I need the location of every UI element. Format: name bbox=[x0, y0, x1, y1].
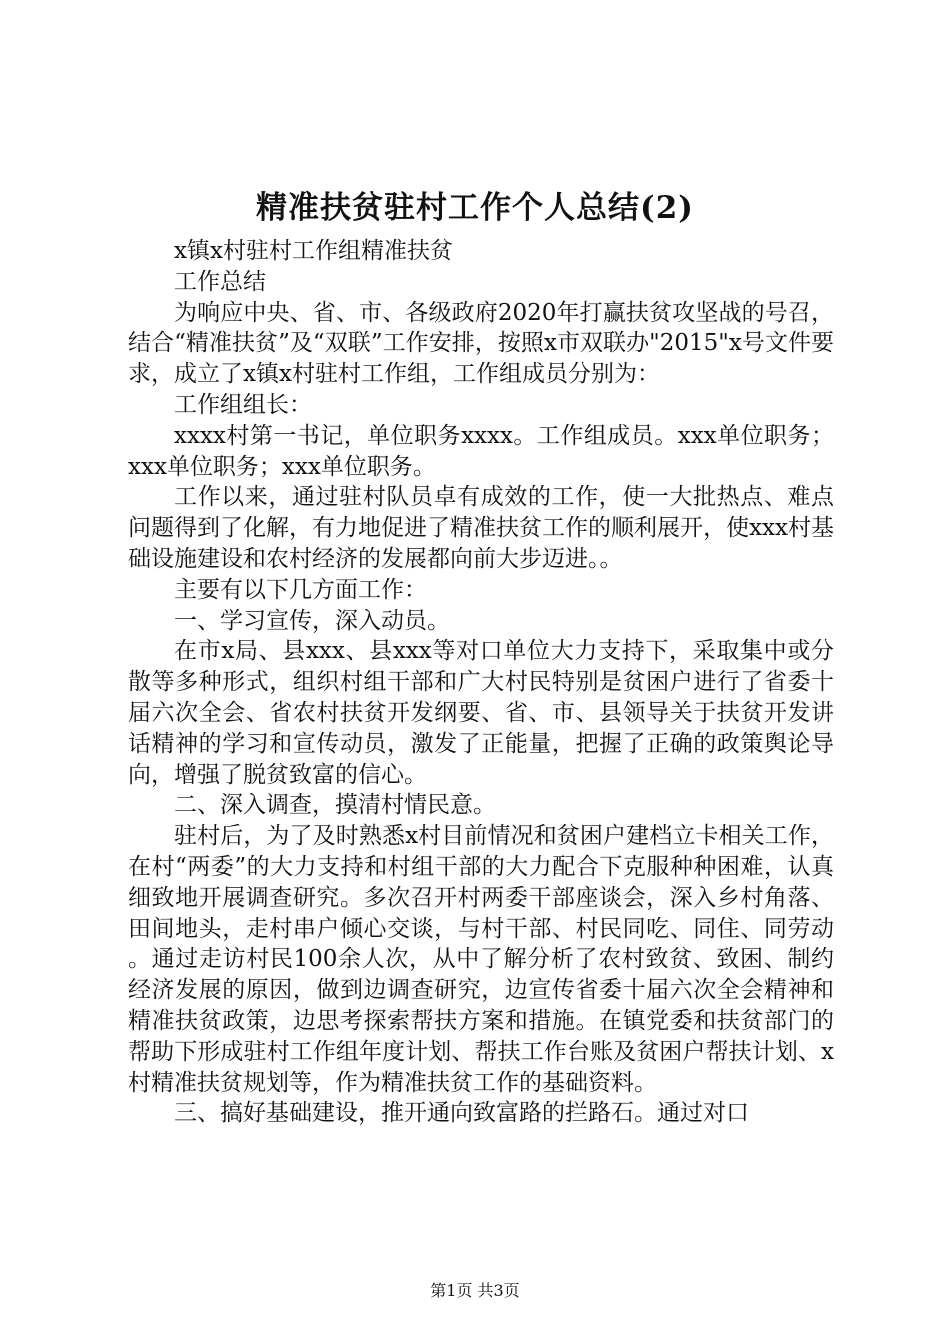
paragraph: 工作组组长： bbox=[174, 391, 312, 418]
paragraph: x镇x村驻村工作组精准扶贫 bbox=[174, 238, 453, 264]
paragraph: 在市x局、县xxx、县xxx等对口单位大力支持下，采取集中或分散等多种形式，组织村组干部和广大村民特别是贫困户进行了省委十届六次全会、省农村扶贫开发纲要、省、市、县领导关于扶贫开发讲话精神的学习和宣传动员，激发了正能量，把握了正确的政策舆论导向，增强了脱贫致富的信心。 bbox=[128, 638, 834, 788]
paragraph: 工作总结 bbox=[174, 268, 266, 295]
section-heading: 二、深入调查，摸清村情民意。 bbox=[174, 792, 496, 819]
page-footer: 第1页 共3页 bbox=[430, 1281, 520, 1300]
paragraph: 驻村后，为了及时熟悉x村目前情况和贫困户建档立卡相关工作，在村“两委”的大力支持和村组干部的大力配合下克服种种困难，认真细致地开展调查研究。多次召开村两委干部座谈会，深入乡村角落、田间地头，走村串户倾心交谈，与村干部、村民同吃、同住、同劳动。通过走访村民100余人次，从中了解分析了农村致贫、致困、制约经济发展的原因，做到边调查研究，边宣传省委十届六次全会精神和精准扶贫政策，边思考探索帮扶方案和措施。在镇党委和扶贫部门的帮助下形成驻村工作组年度计划、帮扶工作台账及贫困户帮扶计划、x村精准扶贫规划等，作为精准扶贫工作的基础资料。 bbox=[128, 823, 834, 1096]
section-heading: 三、搞好基础建设，推开通向致富路的拦路石。通过对口 bbox=[174, 1100, 749, 1127]
document-body bbox=[128, 236, 834, 1129]
document-title: 精准扶贫驻村工作个人总结(2) bbox=[256, 190, 694, 226]
paragraph: xxxx村第一书记，单位职务xxxx。工作组成员。xxx单位职务；xxx单位职务；xxx单位职务。 bbox=[128, 422, 834, 480]
section-heading: 一、学习宣传，深入动员。 bbox=[174, 607, 450, 634]
paragraph: 主要有以下几方面工作： bbox=[174, 576, 427, 603]
paragraph: 工作以来，通过驻村队员卓有成效的工作，使一大批热点、难点问题得到了化解，有力地促进了精准扶贫工作的顺利展开，使xxx村基础设施建设和农村经济的发展都向前大步迈进。。 bbox=[128, 484, 834, 572]
paragraph: 为响应中央、省、市、各级政府2020年打赢扶贫攻坚战的号召，结合“精准扶贫”及“双联”工作安排，按照x市双联办"2015"x号文件要求，成立了x镇x村驻村工作组，工作组成员分别为： bbox=[128, 299, 834, 388]
